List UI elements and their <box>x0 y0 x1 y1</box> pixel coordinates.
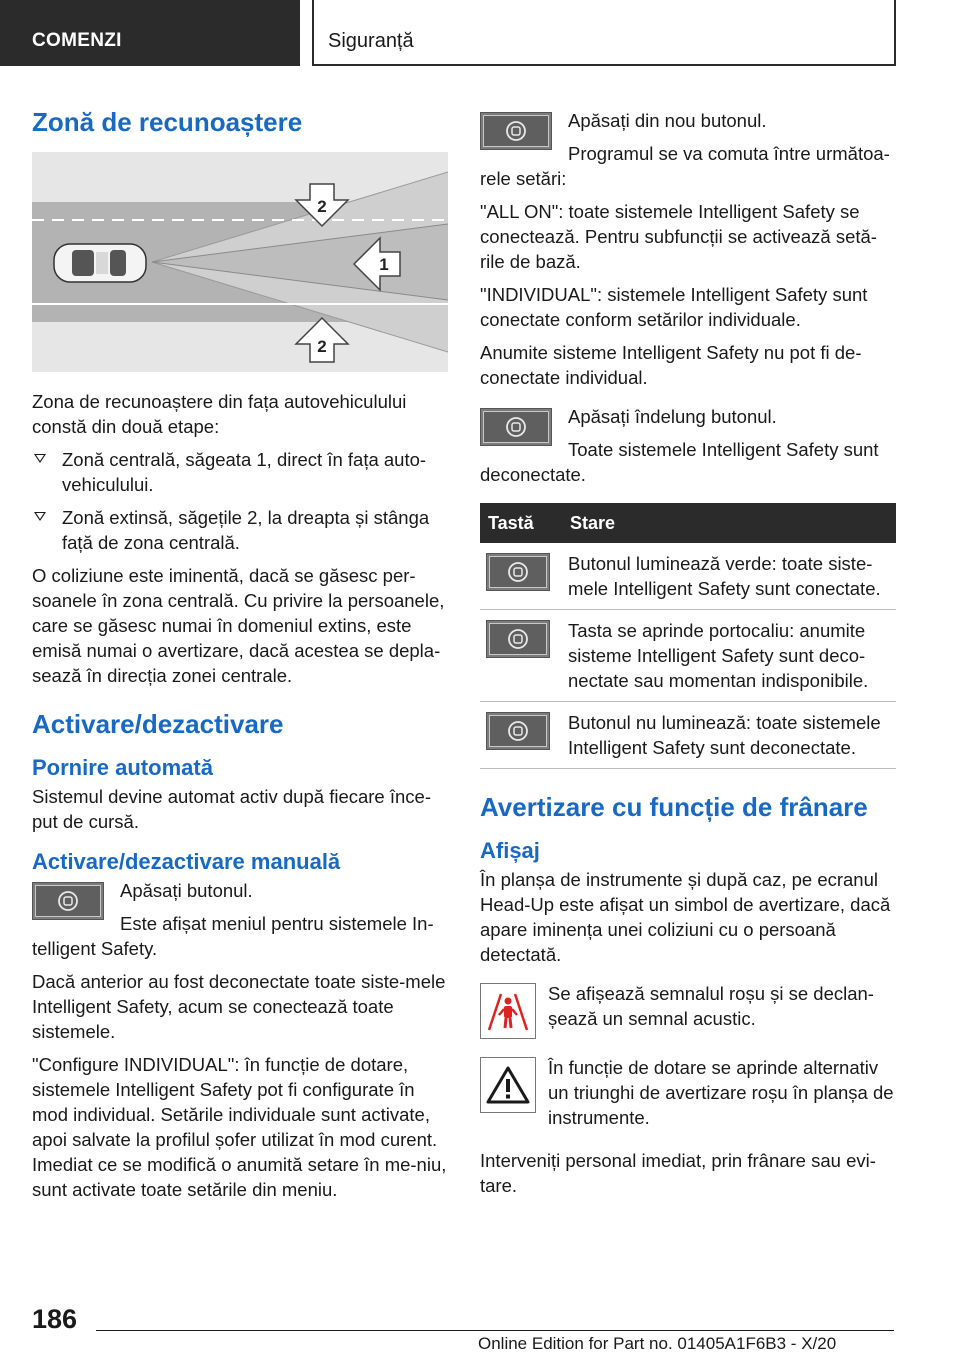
individual-text: "INDIVIDUAL": sistemele Intelligent Safety sunt conectate conform setărilor individuale. <box>480 284 868 330</box>
arrow-1-label: 1 <box>379 255 389 274</box>
list-item: Zonă centrală, săgeata 1, direct în fața auto-vehiculului. <box>32 447 448 497</box>
warning-triangle-icon <box>480 1057 536 1113</box>
button-state-table <box>480 503 896 769</box>
zone-intro-text: Zona de recunoaștere din fața autovehiculului constă din două etape: <box>32 391 407 437</box>
not-individual-text: Anumite sisteme Intelligent Safety nu pot fi de-conectate individual. <box>480 342 862 388</box>
arrow-2-top-label: 2 <box>317 197 327 216</box>
table-row: Tasta se aprinde portocaliu: anumite sisteme Intelligent Safety sunt deco-nectate sau momentan indisponibile. <box>480 610 896 702</box>
button-off-icon <box>486 712 550 750</box>
intelligent-safety-button-icon <box>480 112 552 150</box>
manual-activation-title: Activare/dezactivare manuală <box>32 849 341 874</box>
left-column <box>32 96 448 1210</box>
triangle-warning-row: În funcție de dotare se aprinde alternativ un triunghi de avertizare roșu în planșa de instrumente. <box>480 1055 896 1138</box>
section-tab[interactable]: COMENZI <box>0 0 300 66</box>
reconnect-text: Dacă anterior au fost deconectate toate siste-mele Intelligent Safety, acum se conectează toate sistemele. <box>32 971 446 1042</box>
table-header-state: Stare <box>562 503 896 543</box>
button-green-icon <box>486 553 550 591</box>
collision-text: O coliziune este iminentă, dacă se găsesc per-soanele în zona centrală. Cu privire la persoanele, care se găsesc numai în domeniul extins, este emisă numai o avertizare, dacă acestea se depla-sează în direcția zonei centrale. <box>32 565 445 686</box>
table-row: Butonul nu luminează: toate sistemele Intelligent Safety sunt deconectate. <box>480 702 896 769</box>
pedestrian-warning-row: Se afișează semnalul roșu și se declan-șează un semnal acustic. <box>480 981 896 1045</box>
list-item: Zonă extinsă, săgețile 2, la dreapta și stânga față de zona centrală. <box>32 505 448 555</box>
auto-start-title: Pornire automată <box>32 755 213 780</box>
table-row: Butonul luminează verde: toate siste-mele Intelligent Safety sunt conectate. <box>480 543 896 610</box>
pedestrian-warning-icon <box>480 983 536 1039</box>
intelligent-safety-button-icon <box>480 408 552 446</box>
display-title: Afișaj <box>480 838 540 863</box>
chapter-title: Siguranță <box>312 0 896 66</box>
button-orange-icon <box>486 620 550 658</box>
page-number: 186 <box>32 1304 78 1334</box>
edition-text: Online Edition for Part no. 01405A1F6B3 - X/20 <box>478 1334 837 1353</box>
press-again-instruction: Apăsați din nou butonul. Programul se va comuta între următoa-rele setări: <box>480 110 890 189</box>
page-header <box>0 0 960 66</box>
auto-start-text: Sistemul devine automat activ după fiecare înce-put de cursă. <box>32 786 431 832</box>
table-header-key: Tastă <box>480 503 562 543</box>
press-button-instruction: Apăsați butonul. Este afișat meniul pentru sistemele In-telligent Safety. <box>32 880 434 959</box>
bullet-triangle-icon <box>34 512 46 521</box>
footer-divider <box>96 1330 894 1331</box>
arrow-2-bottom-label: 2 <box>317 337 327 356</box>
page-footer <box>0 1290 960 1362</box>
right-column <box>480 96 896 1206</box>
activation-title: Activare/dezactivare <box>32 709 284 739</box>
car-icon <box>54 244 146 282</box>
intervene-text: Interveniți personal imediat, prin frânare sau evi-tare. <box>480 1150 876 1196</box>
zone-list <box>32 447 448 555</box>
recognition-zone-diagram <box>32 152 448 372</box>
brake-warning-title: Avertizare cu funcție de frânare <box>480 792 868 822</box>
intelligent-safety-button-icon <box>32 882 104 920</box>
all-on-text: "ALL ON": toate sistemele Intelligent Safety se conectează. Pentru subfuncții se activează setă-rile de bază. <box>480 201 877 272</box>
recognition-zone-title: Zonă de recunoaștere <box>32 107 303 137</box>
configure-individual-text: "Configure INDIVIDUAL": în funcție de dotare, sistemele Intelligent Safety pot fi configurate în mod individual. Setările individuale sunt activate, apoi salvate la profilul șofer utilizat în mod curent. Imediat ce se modifică o anumită setare în me-niu, sunt activate toate setările din meniu. <box>32 1054 447 1200</box>
long-press-instruction: Apăsați îndelung butonul. Toate sistemele Intelligent Safety sunt deconectate. <box>480 406 879 485</box>
bullet-triangle-icon <box>34 454 46 463</box>
display-text: În planșa de instrumente și după caz, pe ecranul Head-Up este afișat un simbol de avertizare, dacă apare iminența unei coliziuni cu o persoană detectată. <box>480 869 891 965</box>
